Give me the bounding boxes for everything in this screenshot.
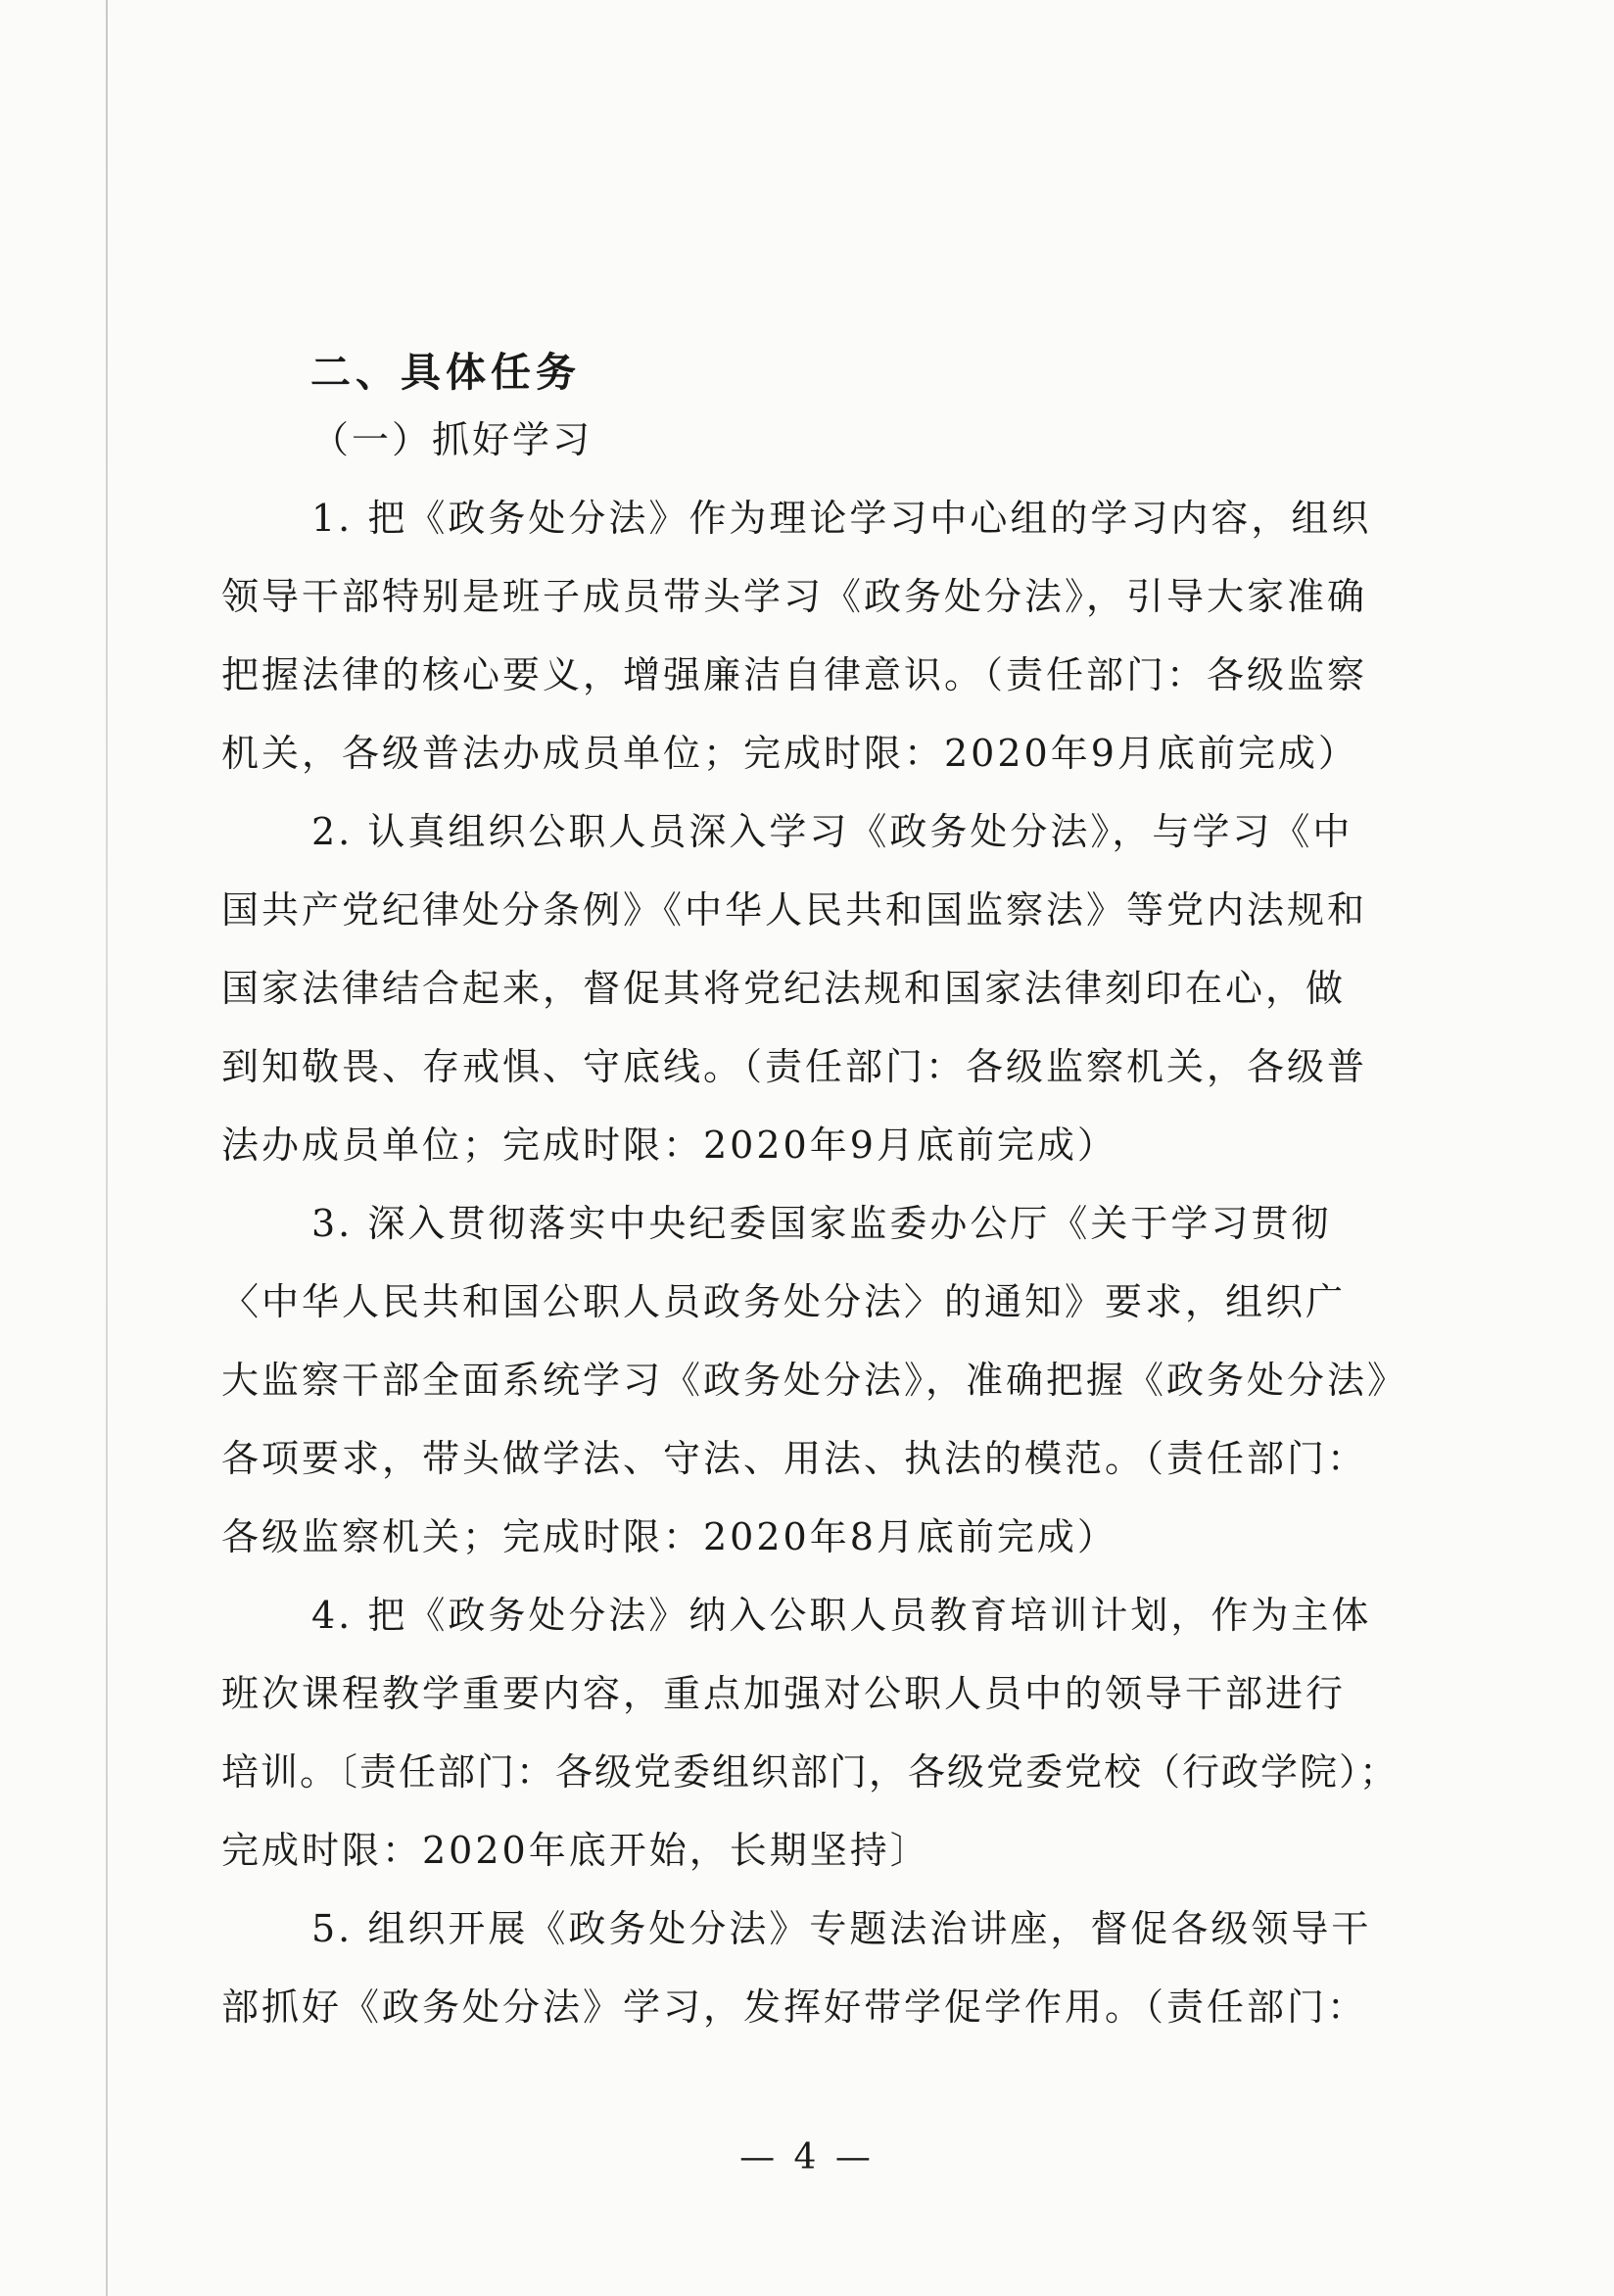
- paragraph-3-line-5: 各级监察机关；完成时限：2020年8月底前完成）: [221, 1515, 1117, 1558]
- paragraph-2-line-4: 到知敬畏、存戒惧、守底线。（责任部门：各级监察机关，各级普: [221, 1045, 1368, 1088]
- section-heading: 二、具体任务: [310, 349, 581, 396]
- paragraph-5-line-1: 5. 组织开展《政务处分法》专题法治讲座，督促各级领导干: [311, 1907, 1372, 1950]
- paragraph-3-line-1: 3. 深入贯彻落实中央纪委国家监委办公厅《关于学习贯彻: [311, 1202, 1332, 1245]
- paragraph-3-line-2: 〈中华人民共和国公职人员政务处分法〉的通知》要求，组织广: [221, 1280, 1347, 1323]
- paragraph-1-line-4: 机关，各级普法办成员单位；完成时限：2020年9月底前完成）: [221, 732, 1358, 775]
- paragraph-1-line-2: 领导干部特别是班子成员带头学习《政务处分法》，引导大家准确: [221, 575, 1368, 618]
- paragraph-3-line-3: 大监察干部全面系统学习《政务处分法》，准确把握《政务处分法》: [221, 1359, 1408, 1402]
- paragraph-1-line-1: 1. 把《政务处分法》作为理论学习中心组的学习内容，组织: [311, 497, 1372, 540]
- paragraph-1-line-3: 把握法律的核心要义，增强廉洁自律意识。（责任部门：各级监察: [221, 653, 1368, 696]
- paragraph-4-line-4: 完成时限：2020年底开始，长期坚持〕: [221, 1829, 930, 1872]
- paragraph-3-line-4: 各项要求，带头做学法、守法、用法、执法的模范。（责任部门：: [221, 1437, 1368, 1480]
- subsection-heading: （一）抓好学习: [311, 418, 593, 461]
- paragraph-4-line-2: 班次课程教学重要内容，重点加强对公职人员中的领导干部进行: [221, 1672, 1347, 1715]
- paragraph-4-line-1: 4. 把《政务处分法》纳入公职人员教育培训计划，作为主体: [311, 1594, 1372, 1637]
- paragraph-2-line-2: 国共产党纪律处分条例》《中华人民共和国监察法》等党内法规和: [221, 888, 1368, 932]
- page-number: — 4 —: [739, 2137, 875, 2177]
- paragraph-2-line-5: 法办成员单位；完成时限：2020年9月底前完成）: [221, 1124, 1117, 1167]
- paragraph-2-line-3: 国家法律结合起来，督促其将党纪法规和国家法律刻印在心，做: [221, 967, 1347, 1010]
- paragraph-4-line-3: 培训。〔责任部门：各级党委组织部门，各级党委党校（行政学院）；: [221, 1750, 1400, 1794]
- paragraph-2-line-1: 2. 认真组织公职人员深入学习《政务处分法》，与学习《中: [311, 810, 1353, 853]
- paragraph-5-line-2: 部抓好《政务处分法》学习，发挥好带学促学作用。（责任部门：: [221, 1985, 1368, 2029]
